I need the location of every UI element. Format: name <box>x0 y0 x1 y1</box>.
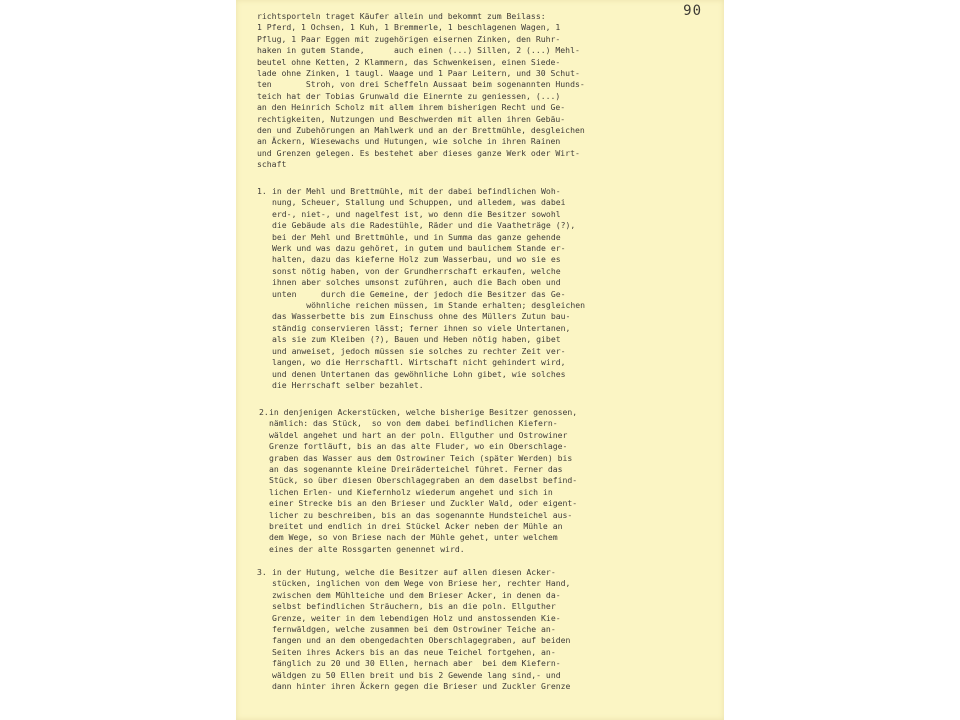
list-item-text: in der Hutung, welche die Besitzer auf allen diesen Acker- stücken, inglichen von dem Wege von Briese her, rechter Hand, zwischen dem Mühlteiche und dem Brieser Acker, in denen da- selbst befindlichen Sträuchern, bis an die poln. Ellguther Grenze, weiter in dem lebendigen Holz und anstossenden Kie- fernwäldgen, welche zusammen bei dem Ostrowiner Teiche an- fangen und an dem obengedachten Oberschlagegraben, auf beiden Seiten ihres Ackers bis an das neue Teichel fortgehen, an- fänglich zu 20 und 30 Ellen, hernach aber bei dem Kiefern- wäldgen zu 50 Ellen breit und bis 2 Gewende lang sind,- und dann hinter ihren Äckern gegen die Brieser und Zuckler Grenze <box>272 567 571 692</box>
page-number: 90 <box>683 3 702 19</box>
list-item-text: in der Mehl und Brettmühle, mit der dabei befindlichen Woh- nung, Scheuer, Stallung und Schuppen, und alledem, was dabei erd-, niet-, und nagelfest ist, wo denn die Besitzer sowohl die Gebäude als die Radestühle, Räder und die Vaatheträge (?), bei der Mehl und Brettmühle, und in Summa das ganze gehende Werk und was dazu gehöret, in gutem und baulichem Stande er- halten, dazu das kieferne Holz zum Wasserbau, und wo sie es sonst nötig haben, von der Grundherrschaft erkaufen, welche ihnen aber solches umsonst zuführen, auch die Bach oben und unten durch die Gemeine, der jedoch die Besitzer das Ge- wöhnliche reichen müssen, im Stande erhalten; desgleichen das Wasserbette bis zum Einschuss ohne des Müllers Zutun bau- ständig conservieren lässt; ferner ihnen so viele Untertanen, als sie zum Kleiben (?), Bauen und Heben nötig haben, gibet und anweiset, jedoch müssen sie solches zu rechter Zeit ver- langen, wo die Herrschaftl. Wirtschaft nicht gehindert wird, und denen Untertanen das gewöhnliche Lohn gibet, wie solches die Herrschaft selber bezahlet. <box>272 186 586 390</box>
list-item-number: 2. <box>259 407 269 417</box>
list-item-text: in denjenigen Ackerstücken, welche bisherige Besitzer genossen, nämlich: das Stück, so von dem dabei befindlichen Kiefern- wäldel angehet und hart an der poln. Ellguther und Ostrowiner Grenze fortläuft, bis an das alte Fluder, wo ein Oberschlage- graben das Wasser aus dem Ostrowiner Teich (später Werden) bis an das sogenannte kleine Dreiräderteichel führet. Ferner das Stück, so über diesen Oberschlagegraben an dem daselbst befind- lichen Erlen- und Kiefernholz wiederum angehet und sich in einer Strecke bis an den Brieser und Zuckler Wald, oder eigent- licher zu beschreiben, bis an das sogenannte Hundsteichel aus- breitet und endlich in drei Stückel Acker neben der Mühle an dem Wege, so von Briese nach der Mühle gehet, unter welchem eines der alte Rossgarten genennet wird. <box>269 407 578 554</box>
list-item-number: 3. <box>257 567 267 577</box>
document-page <box>236 0 724 720</box>
list-item-number: 1. <box>257 186 267 196</box>
intro-paragraph: richtsporteln traget Käufer allein und bekommt zum Beilass: 1 Pferd, 1 Ochsen, 1 Kuh, 1 Bremmerle, 1 beschlagenen Wagen, 1 Pflug, 1 Paar Eggen mit zugehörigen eisernen Zinken, den Ruhr- haken in gutem Stande, auch einen (...) Sillen, 2 (...) Mehl- beutel ohne Ketten, 2 Klammern, das Schwenkeisen, einen Siede- lade ohne Zinken, 1 taugl. Waage und 1 Paar Leitern, und 30 Schut- ten Stroh, von drei Scheffeln Aussaat beim sogenannten Hunds- teich hat der Tobias Grunwald die Einernte zu geniessen, (...) an den Heinrich Scholz mit allem ihrem bisherigen Recht und Ge- rechtigkeiten, Nutzungen und Beschwerden mit allen ihren Gebäu- den und Zubehörungen an Mahlwerk und an der Brettmühle, desgleichen an Äckern, Wiesewachs und Hutungen, wie solche in ihren Rainen und Grenzen gelegen. Es bestehet aber dieses ganze Werk oder Wirt- schaft <box>257 11 585 170</box>
